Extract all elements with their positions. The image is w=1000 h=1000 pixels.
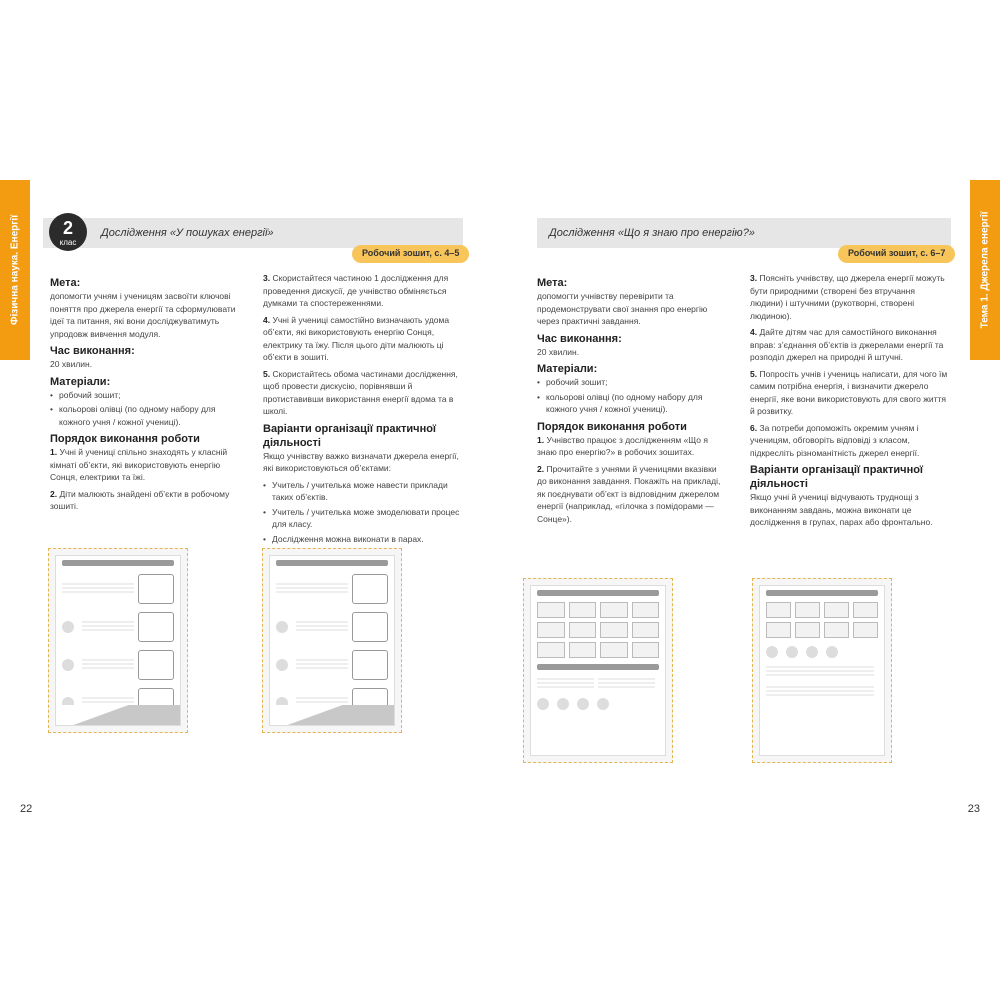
- time-text: 20 хвилин.: [537, 346, 580, 357]
- variants-text: Якщо учні й учениці відчувають труднощі з виконанням завдань, можна виконати це дослідження в групах, парах або фронтально.: [750, 492, 933, 527]
- list-item: • кольорові олівці (по одному набору для кожного учня / кожної учениці).: [50, 403, 240, 428]
- step-number: 5.: [263, 368, 271, 379]
- step-number: 4.: [263, 314, 271, 325]
- step-text: Учнівство працює з дослідженням «Що я знаю про енергію?» в робочих зошитах.: [537, 434, 708, 457]
- step: [50, 488, 240, 513]
- step-number: 5.: [750, 368, 758, 379]
- thumbnail-row: [537, 678, 659, 690]
- list-item: • робочий зошит;: [537, 376, 727, 389]
- page-number-right: 23: [967, 803, 980, 815]
- step-number: 3.: [263, 273, 271, 283]
- step-text: Учні й учениці спільно знаходять у класній кімнаті об’єкти, які використовують енергію Сонця, електрики та їжі.: [50, 447, 228, 482]
- step: [537, 463, 727, 526]
- step-number: 4.: [750, 327, 758, 337]
- time-text: 20 хвилин.: [50, 359, 93, 369]
- thumbnail-header: [276, 560, 388, 566]
- goal-heading: Мета:: [50, 277, 81, 289]
- thumbnail-page: [759, 585, 885, 756]
- variants-intro: Якщо учнівству важко визначати джерела енергії, які використовуються об’єктами:: [263, 450, 459, 473]
- thumbnail-page: [269, 555, 395, 726]
- workbook-thumbnail: [523, 578, 673, 763]
- thumbnail-row: [276, 612, 388, 642]
- step-number: 1.: [537, 434, 545, 445]
- thumbnail-grid: [537, 602, 659, 658]
- workbook-thumbnail: [752, 578, 892, 763]
- time-heading: Час виконання:: [50, 345, 135, 357]
- procedure-heading: Порядок виконання роботи: [537, 420, 687, 433]
- thumbnail-row: [766, 666, 878, 678]
- step: [263, 368, 461, 418]
- thumbnail-row: [276, 650, 388, 680]
- step-text: Учні й учениці самостійно визначають удома об’єкти, які використовують енергію Сонця, електрику та їжу. Після цього діти малюють ці об’єкти в зошиті.: [263, 314, 450, 362]
- list-item: • Учитель / учителька може змоделювати процес для класу.: [263, 506, 461, 531]
- right-column-1: [537, 272, 727, 529]
- side-tab-right-label: Тема 1. Джерела енергії: [979, 211, 991, 329]
- step-text: Скористайтеся частиною 1 дослідження для проведення дискусії, де учнівство обміняється думками та спостереженнями.: [263, 273, 449, 308]
- step: [537, 434, 727, 459]
- workbook-thumbnail: [262, 548, 402, 733]
- thumbnail-illustration: [270, 705, 394, 725]
- thumbnail-row: [537, 698, 659, 710]
- step: [750, 368, 950, 418]
- list-item: • Учитель / учителька може навести приклади таких об’єктів.: [263, 479, 461, 504]
- research-title-left: Дослідження «У пошуках енергії»: [101, 227, 274, 239]
- variants-list: [263, 479, 461, 546]
- step: [50, 446, 240, 484]
- variants-heading: Варіанти організації практичної діяльності: [750, 464, 924, 490]
- left-column-2: [263, 272, 461, 549]
- thumbnail-row: [62, 650, 174, 680]
- thumbnail-row: [276, 574, 388, 604]
- grade-number: 2: [62, 218, 73, 238]
- grade-label: клас: [59, 238, 77, 247]
- goal-heading: Мета:: [537, 277, 568, 289]
- step-text: Прочитайте з учнями й ученицями вказівки до виконання завдання. Покажіть на прикладі, як поєднувати об’єкт із відповідним джерелом енергії (наприклад, «гілочка з помідорами — Сонце»).: [537, 463, 721, 524]
- materials-list: [50, 389, 240, 429]
- thumbnail-header: [766, 590, 878, 596]
- goal-text: допомогти учням і ученицям засвоїти ключові поняття про джерела енергії та сформулювати ідеї та питання, які вони досліджуватимуть упродовж вивчення модуля.: [50, 291, 236, 339]
- step-text: Попросіть учнів і учениць написати, для чого їм самим потрібна енергія, і визначити джерело енергії, яке вони використовують для свого життя й розвитку.: [750, 368, 948, 416]
- step-number: 3.: [750, 273, 758, 283]
- step: [750, 326, 950, 364]
- thumbnail-header: [537, 664, 659, 670]
- step-text: Поясніть учнівству, що джерела енергії можуть бути природними (створені без втручання людини) і штучними (рукотворні, створені людиною).: [750, 273, 945, 321]
- step-number: 2.: [537, 463, 545, 474]
- thumbnail-header: [62, 560, 174, 566]
- thumbnail-header: [537, 590, 659, 596]
- thumbnail-page: [55, 555, 181, 726]
- variants-heading: Варіанти організації практичної діяльності: [263, 422, 437, 449]
- thumbnail-row: [62, 612, 174, 642]
- goal-text: допомогти учнівству перевірити та продемонструвати свої знання про енергію через практичні завдання.: [537, 291, 708, 326]
- workbook-ref-left: Робочий зошит, с. 4–5: [352, 245, 469, 263]
- research-title-band-right: [537, 218, 951, 248]
- grade-badge: [49, 213, 87, 251]
- page-number-left: 22: [20, 803, 33, 815]
- step-text: Скористайтесь обома частинами дослідження, щоб провести дискусію, порівнявши й протиставивши використання енергії вдома та в школі.: [263, 368, 458, 416]
- research-title-band-left: [43, 218, 463, 248]
- step-text: За потреби допоможіть окремим учням і ученицям, обговоріть відповіді з класом, підкресліть різноманітність джерел енергії.: [750, 422, 920, 458]
- research-title-right: Дослідження «Що я знаю про енергію?»: [549, 227, 755, 239]
- materials-heading: Матеріали:: [50, 375, 111, 388]
- workbook-ref-right: Робочий зошит, с. 6–7: [838, 245, 955, 263]
- side-tab-left: [0, 180, 30, 360]
- step-number: 2.: [50, 488, 58, 499]
- step-number: 6.: [750, 422, 758, 433]
- thumbnail-row: [766, 686, 878, 698]
- thumbnail-row: [62, 574, 174, 604]
- step: [263, 314, 461, 364]
- left-column-1: [50, 272, 240, 517]
- materials-list: [537, 376, 727, 416]
- step-text: Діти малюють знайдені об’єкти в робочому зошиті.: [50, 488, 230, 511]
- thumbnail-page: [530, 585, 666, 756]
- side-tab-left-label: Фізична наука. Енергії: [9, 214, 21, 326]
- step-text: Дайте дітям час для самостійного виконання вправ: з’єднання об’єктів із джерелами енергії та розподіл джерел на природні й штучні.: [750, 327, 944, 362]
- step-number: 1.: [50, 447, 58, 457]
- step: [750, 272, 950, 322]
- step: [263, 272, 461, 310]
- list-item: • кольорові олівці (по одному набору для кожного учня / кожної учениці).: [537, 391, 727, 416]
- time-heading: Час виконання:: [537, 332, 622, 345]
- thumbnail-row: [766, 646, 878, 658]
- thumbnail-illustration: [56, 705, 180, 725]
- list-item: • робочий зошит;: [50, 389, 240, 402]
- step: [750, 422, 950, 460]
- right-column-2: [750, 272, 950, 533]
- procedure-heading: Порядок виконання роботи: [50, 433, 200, 445]
- list-item: • Дослідження можна виконати в парах.: [263, 533, 461, 546]
- side-tab-right: [970, 180, 1000, 360]
- thumbnail-grid: [766, 602, 878, 638]
- workbook-thumbnail: [48, 548, 188, 733]
- materials-heading: Матеріали:: [537, 363, 598, 375]
